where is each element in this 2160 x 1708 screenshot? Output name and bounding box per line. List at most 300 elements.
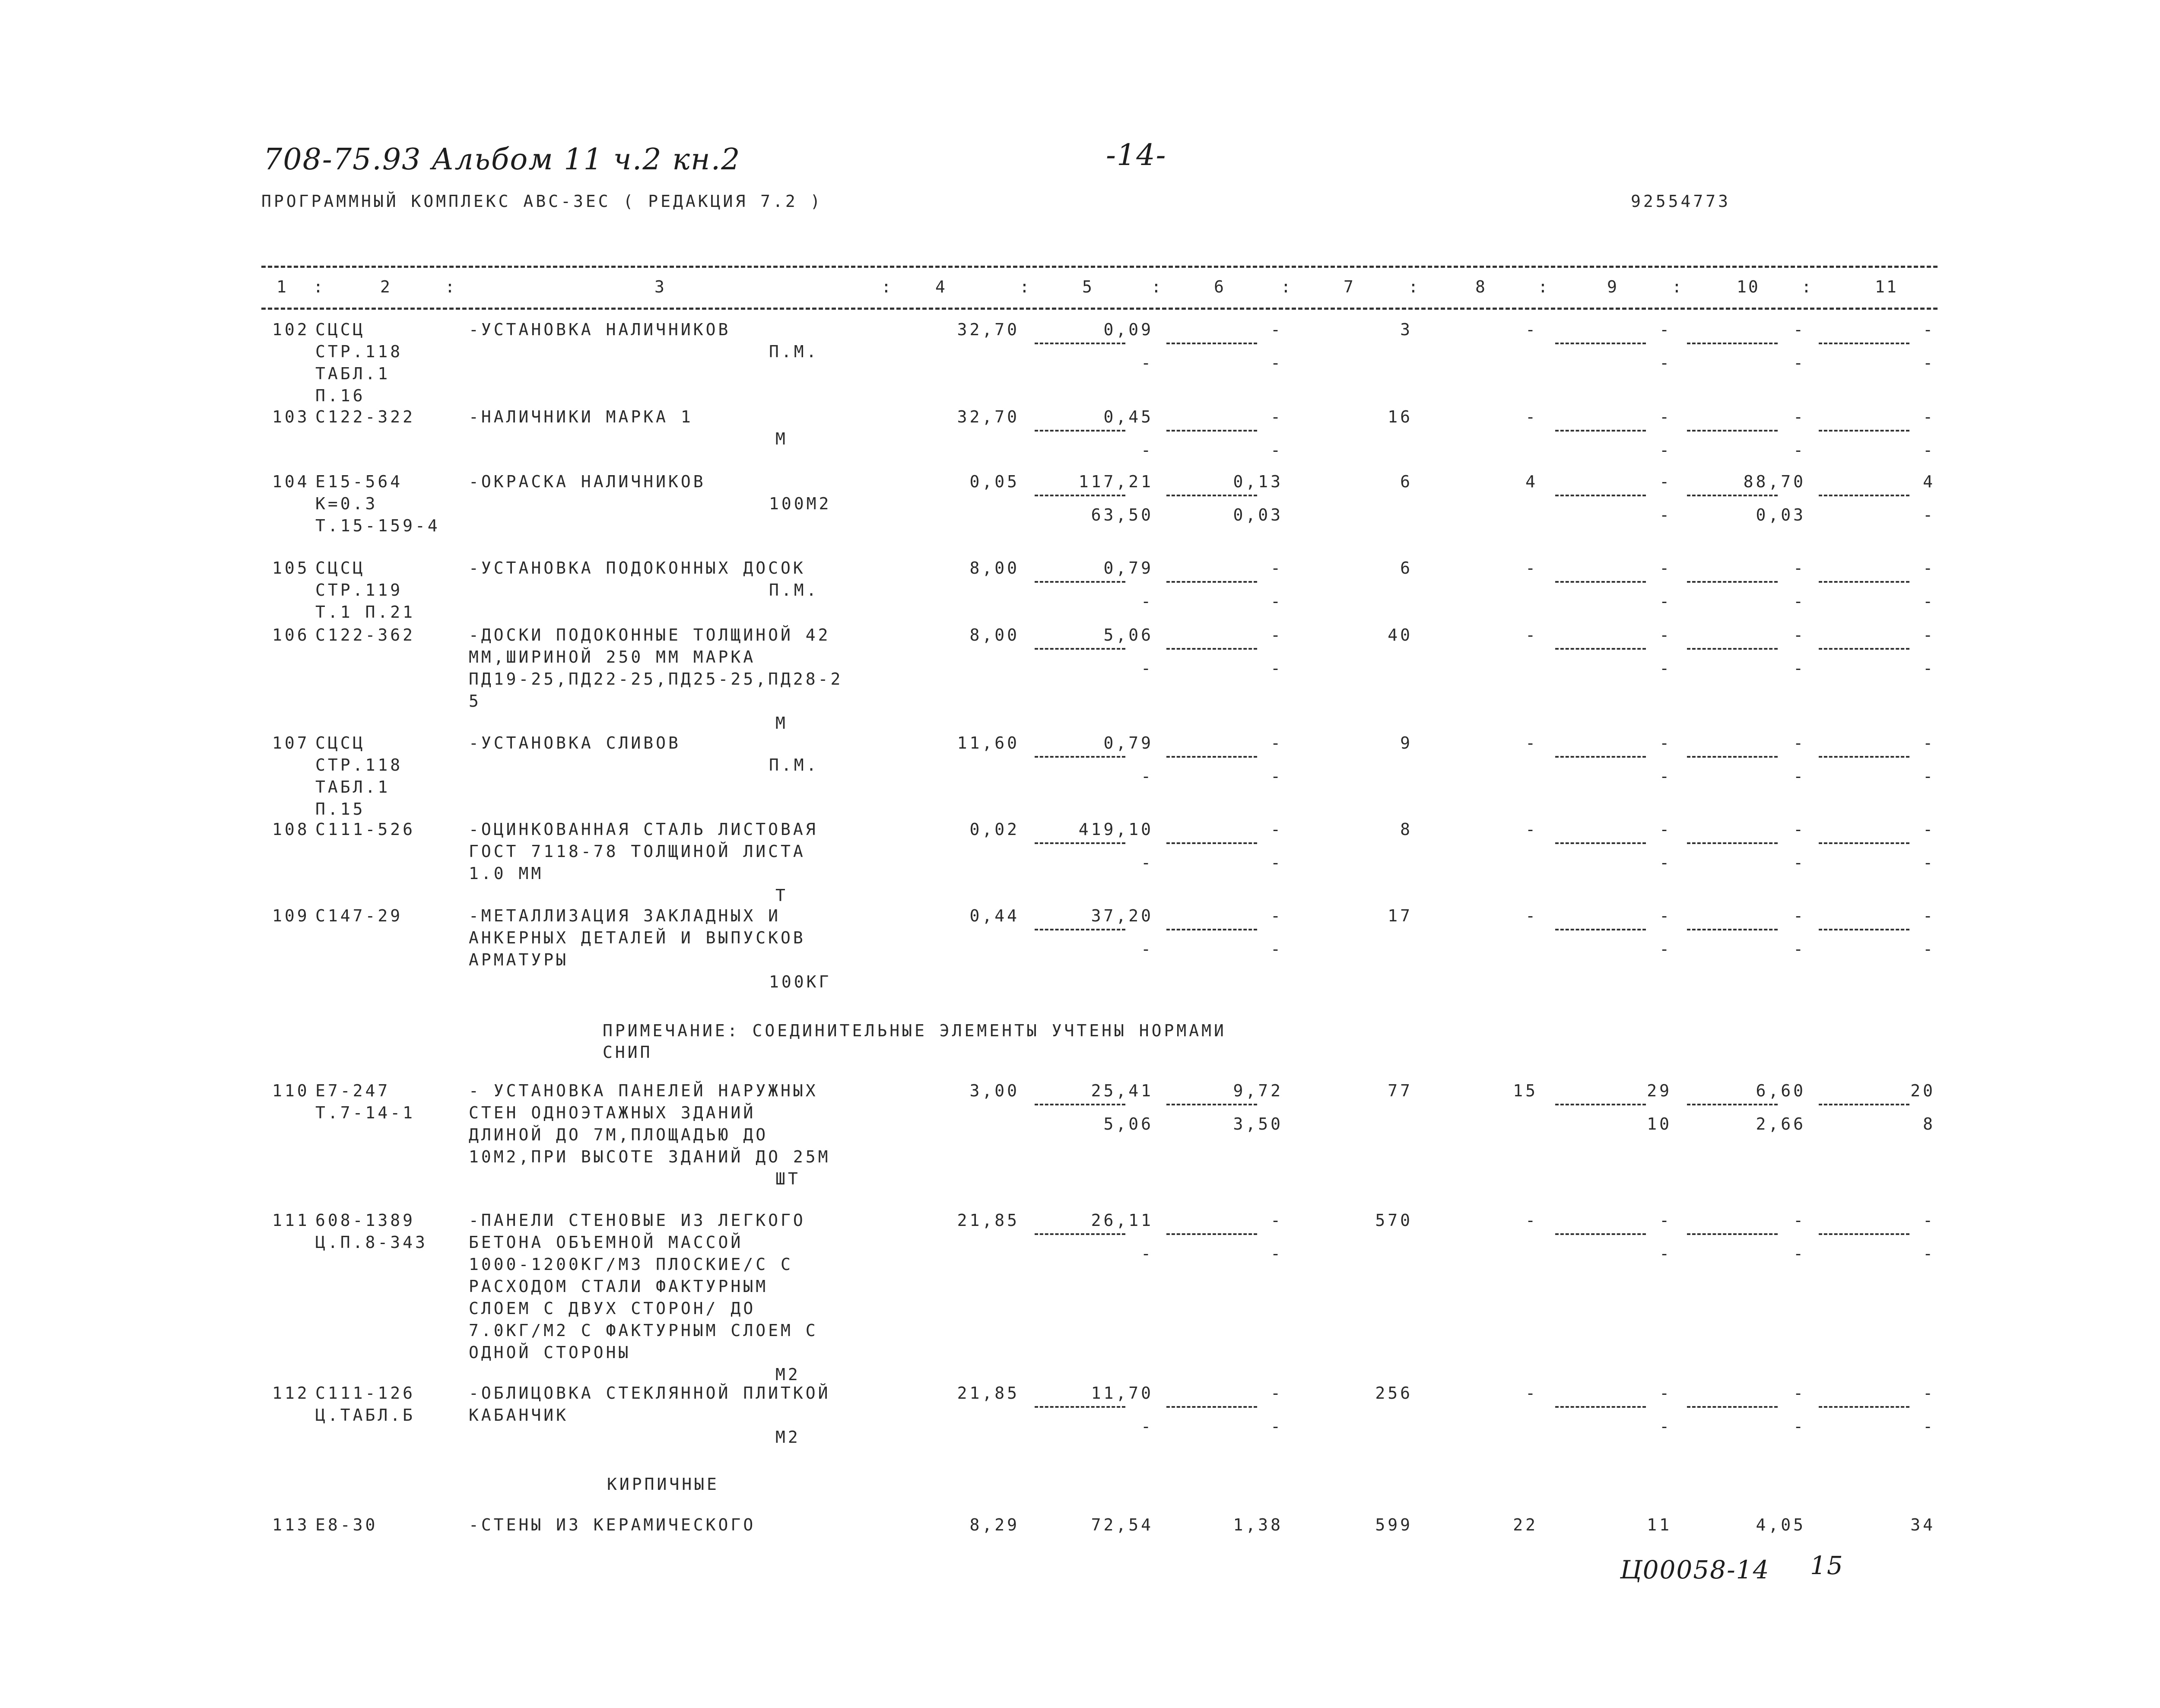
value-col-10-lower: -: [1793, 441, 1806, 460]
value-col-11: -: [1923, 906, 1935, 925]
value-col-10: -: [1793, 1384, 1806, 1403]
work-description-line: -УСТАНОВКА ПОДОКОННЫХ ДОСОК: [469, 559, 806, 578]
value-col-5: 37,20: [1091, 906, 1153, 925]
value-col-5: 26,11: [1091, 1211, 1153, 1230]
fraction-rule: [1819, 343, 1909, 344]
value-col-11: 34: [1910, 1515, 1935, 1534]
value-col-6-lower: -: [1271, 659, 1283, 678]
value-col-4: 21,85: [957, 1211, 1020, 1230]
work-description-line: 5: [469, 692, 481, 711]
fraction-rule: [1035, 1104, 1125, 1105]
work-description-line: -ДОСКИ ПОДОКОННЫЕ ТОЛЩИНОЙ 42: [469, 625, 831, 644]
fraction-rule: [1687, 1233, 1778, 1235]
row-number: 110: [272, 1081, 310, 1100]
work-description-line: -УСТАНОВКА НАЛИЧНИКОВ: [469, 320, 731, 339]
fraction-rule: [1819, 929, 1909, 930]
fraction-rule: [1687, 581, 1778, 583]
value-col-7: 9: [1400, 733, 1413, 752]
work-description-line: КАБАНЧИК: [469, 1406, 569, 1425]
column-header-1: 1: [276, 277, 288, 296]
norm-code-line: СТР.118: [315, 342, 403, 361]
norm-code-line: С147-29: [315, 906, 403, 925]
fraction-rule: [1166, 495, 1257, 496]
column-separator: :: [1151, 277, 1163, 296]
column-separator: :: [445, 277, 457, 296]
norm-code-line: П.15: [315, 800, 365, 819]
value-col-6: 9,72: [1233, 1081, 1283, 1100]
fraction-rule: [1035, 581, 1125, 583]
work-description-line: -ОЦИНКОВАННАЯ СТАЛЬ ЛИСТОВАЯ: [469, 820, 818, 839]
work-description-line: ДЛИНОЙ ДО 7М,ПЛОЩАДЬЮ ДО: [469, 1125, 769, 1144]
fraction-rule: [1035, 929, 1125, 930]
handwritten-stamp: Ц00058-14: [1620, 1555, 1770, 1584]
work-description-line: РАСХОДОМ СТАЛИ ФАКТУРНЫМ: [469, 1277, 769, 1296]
norm-code-line: СТР.119: [315, 581, 403, 600]
value-col-4: 21,85: [957, 1384, 1020, 1403]
value-col-9-lower: -: [1659, 592, 1672, 611]
norm-code-line: СЦСЦ: [315, 733, 365, 752]
value-col-9: -: [1659, 472, 1672, 491]
row-number: 105: [272, 559, 310, 578]
value-col-10: -: [1793, 559, 1806, 578]
value-col-10: -: [1793, 906, 1806, 925]
fraction-rule: [1035, 1233, 1125, 1235]
fraction-rule: [1035, 756, 1125, 758]
value-col-5: 0,79: [1103, 559, 1153, 578]
fraction-rule: [1555, 929, 1646, 930]
value-col-9: -: [1659, 906, 1672, 925]
fraction-rule: [1035, 1406, 1125, 1408]
norm-code-line: С111-126: [315, 1384, 416, 1403]
fraction-rule: [1687, 842, 1778, 844]
value-col-9: 11: [1647, 1515, 1672, 1534]
work-description-line: -СТЕНЫ ИЗ КЕРАМИЧЕСКОГО: [469, 1515, 756, 1534]
value-col-6: -: [1271, 1211, 1283, 1230]
row-number: 107: [272, 733, 310, 752]
unit-of-measure: 100КГ: [769, 972, 832, 991]
row-number: 102: [272, 320, 310, 339]
value-col-9: -: [1659, 407, 1672, 426]
fraction-rule: [1555, 1104, 1646, 1105]
unit-of-measure: М: [775, 429, 788, 448]
fraction-rule: [1819, 581, 1909, 583]
fraction-rule: [1555, 756, 1646, 758]
value-col-6: -: [1271, 625, 1283, 644]
value-col-7: 599: [1375, 1515, 1413, 1534]
norm-code-line: С122-322: [315, 407, 416, 426]
fraction-rule: [1687, 343, 1778, 344]
fraction-rule: [1166, 842, 1257, 844]
value-col-7: 6: [1400, 472, 1413, 491]
unit-of-measure: П.М.: [769, 756, 819, 775]
value-col-4: 32,70: [957, 407, 1020, 426]
column-separator: :: [1801, 277, 1813, 296]
work-description-line: -УСТАНОВКА СЛИВОВ: [469, 733, 681, 752]
column-header-11: 11: [1875, 277, 1898, 296]
column-separator: :: [1672, 277, 1684, 296]
value-col-9: -: [1659, 625, 1672, 644]
fraction-rule: [1687, 756, 1778, 758]
work-description-line: ММ,ШИРИНОЙ 250 ММ МАРКА: [469, 648, 756, 667]
handwritten-page-number: -14-: [1106, 138, 1167, 172]
column-header-10: 10: [1737, 277, 1760, 296]
value-col-7: 256: [1375, 1384, 1413, 1403]
value-col-4: 3,00: [969, 1081, 1020, 1100]
value-col-11-lower: -: [1923, 592, 1935, 611]
value-col-11: -: [1923, 820, 1935, 839]
value-col-7: 77: [1388, 1081, 1413, 1100]
fraction-rule: [1819, 430, 1909, 432]
value-col-11-lower: -: [1923, 441, 1935, 460]
fraction-rule: [1166, 430, 1257, 432]
fraction-rule: [1687, 495, 1778, 496]
value-col-11-lower: -: [1923, 767, 1935, 786]
unit-of-measure: М2: [775, 1365, 800, 1384]
value-col-11: -: [1923, 559, 1935, 578]
value-col-8: -: [1525, 1211, 1538, 1230]
fraction-rule: [1687, 929, 1778, 930]
value-col-10-lower: 0,03: [1756, 505, 1806, 524]
value-col-5: 0,79: [1103, 733, 1153, 752]
value-col-10-lower: -: [1793, 592, 1806, 611]
value-col-11-lower: -: [1923, 940, 1935, 959]
fraction-rule: [1555, 343, 1646, 344]
value-col-6-lower: -: [1271, 592, 1283, 611]
value-col-8: -: [1525, 1384, 1538, 1403]
column-header-6: 6: [1214, 277, 1226, 296]
norm-code-line: СЦСЦ: [315, 559, 365, 578]
value-col-11: -: [1923, 733, 1935, 752]
value-col-8: -: [1525, 906, 1538, 925]
work-description-line: 10М2,ПРИ ВЫСОТЕ ЗДАНИЙ ДО 25М: [469, 1147, 831, 1166]
value-col-7: 8: [1400, 820, 1413, 839]
fraction-rule: [1166, 1406, 1257, 1408]
norm-code-line: Е15-564: [315, 472, 403, 491]
value-col-11-lower: -: [1923, 505, 1935, 524]
value-col-9: -: [1659, 559, 1672, 578]
work-description-line: АРМАТУРЫ: [469, 950, 569, 969]
value-col-10-lower: -: [1793, 1244, 1806, 1263]
fraction-rule: [1819, 495, 1909, 496]
fraction-rule: [1819, 1104, 1909, 1105]
note-line-1: ПРИМЕЧАНИЕ: СОЕДИНИТЕЛЬНЫЕ ЭЛЕМЕНТЫ УЧТЕНЫ НОРМАМИ: [603, 1021, 1226, 1040]
value-col-7: 6: [1400, 559, 1413, 578]
value-col-5-lower: -: [1141, 659, 1153, 678]
value-col-4: 8,29: [969, 1515, 1020, 1534]
column-separator: :: [1408, 277, 1420, 296]
fraction-rule: [1555, 1233, 1646, 1235]
value-col-10: -: [1793, 625, 1806, 644]
fraction-rule: [1555, 430, 1646, 432]
norm-code-line: 608-1389: [315, 1211, 416, 1230]
value-col-5-lower: -: [1141, 767, 1153, 786]
fraction-rule: [1687, 648, 1778, 650]
column-header-3: 3: [654, 277, 666, 296]
norm-code-line: ТАБЛ.1: [315, 364, 391, 383]
value-col-5: 5,06: [1103, 625, 1153, 644]
fraction-rule: [1555, 648, 1646, 650]
work-description-line: -ОБЛИЦОВКА СТЕКЛЯННОЙ ПЛИТКОЙ: [469, 1384, 831, 1403]
value-col-11-lower: -: [1923, 659, 1935, 678]
value-col-9: -: [1659, 1384, 1672, 1403]
value-col-9: -: [1659, 1211, 1672, 1230]
value-col-4: 8,00: [969, 625, 1020, 644]
value-col-6: -: [1271, 1384, 1283, 1403]
value-col-9-lower: -: [1659, 767, 1672, 786]
value-col-6: 0,13: [1233, 472, 1283, 491]
norm-code-line: Е8-30: [315, 1515, 378, 1534]
value-col-7: 3: [1400, 320, 1413, 339]
row-number: 113: [272, 1515, 310, 1534]
value-col-9: -: [1659, 820, 1672, 839]
unit-of-measure: П.М.: [769, 581, 819, 600]
value-col-6-lower: -: [1271, 1244, 1283, 1263]
value-col-11: -: [1923, 407, 1935, 426]
work-description-line: -НАЛИЧНИКИ МАРКА 1: [469, 407, 693, 426]
value-col-9: -: [1659, 733, 1672, 752]
value-col-5-lower: -: [1141, 1417, 1153, 1436]
value-col-5-lower: -: [1141, 353, 1153, 372]
value-col-4: 0,02: [969, 820, 1020, 839]
value-col-7: 17: [1388, 906, 1413, 925]
work-description-line: АНКЕРНЫХ ДЕТАЛЕЙ И ВЫПУСКОВ: [469, 928, 806, 947]
value-col-6: -: [1271, 559, 1283, 578]
value-col-8: -: [1525, 559, 1538, 578]
handwritten-sheet-number: 15: [1810, 1551, 1844, 1580]
value-col-5-lower: -: [1141, 592, 1153, 611]
fraction-rule: [1035, 495, 1125, 496]
value-col-11-lower: -: [1923, 1244, 1935, 1263]
value-col-8: 22: [1513, 1515, 1538, 1534]
work-description-line: -ПАНЕЛИ СТЕНОВЫЕ ИЗ ЛЕГКОГО: [469, 1211, 806, 1230]
fraction-rule: [1035, 430, 1125, 432]
column-header-9: 9: [1607, 277, 1619, 296]
value-col-8: 15: [1513, 1081, 1538, 1100]
value-col-4: 8,00: [969, 559, 1020, 578]
value-col-5: 11,70: [1091, 1384, 1153, 1403]
work-description-line: ОДНОЙ СТОРОНЫ: [469, 1343, 631, 1362]
value-col-10: -: [1793, 407, 1806, 426]
value-col-9-lower: -: [1659, 1244, 1672, 1263]
unit-of-measure: М2: [775, 1428, 800, 1447]
norm-code-line: С111-526: [315, 820, 416, 839]
value-col-9-lower: -: [1659, 853, 1672, 872]
value-col-9: -: [1659, 320, 1672, 339]
norm-code-line: Ц.П.8-343: [315, 1233, 428, 1252]
value-col-9-lower: -: [1659, 441, 1672, 460]
norm-code-line: Т.15-159-4: [315, 516, 440, 535]
unit-of-measure: М: [775, 714, 788, 733]
fraction-rule: [1035, 343, 1125, 344]
value-col-6: -: [1271, 906, 1283, 925]
value-col-7: 40: [1388, 625, 1413, 644]
value-col-11-lower: -: [1923, 1417, 1935, 1436]
value-col-4: 11,60: [957, 733, 1020, 752]
work-description-line: ПД19-25,ПД22-25,ПД25-25,ПД28-2: [469, 670, 843, 689]
fraction-rule: [1687, 430, 1778, 432]
fraction-rule: [1035, 648, 1125, 650]
work-description-line: СЛОЕМ С ДВУХ СТОРОН/ ДО: [469, 1299, 756, 1318]
note-line-2: СНИП: [603, 1043, 653, 1062]
table-top-rule: [261, 266, 1938, 268]
value-col-10: 4,05: [1756, 1515, 1806, 1534]
row-number: 111: [272, 1211, 310, 1230]
work-description-line: ГОСТ 7118-78 ТОЛЩИНОЙ ЛИСТА: [469, 842, 806, 861]
value-col-5: 25,41: [1091, 1081, 1153, 1100]
value-col-5-lower: -: [1141, 940, 1153, 959]
value-col-10-lower: -: [1793, 1417, 1806, 1436]
value-col-10: 88,70: [1743, 472, 1806, 491]
fraction-rule: [1819, 756, 1909, 758]
value-col-11: -: [1923, 625, 1935, 644]
unit-of-measure: Т: [775, 886, 788, 905]
value-col-5: 72,54: [1091, 1515, 1153, 1534]
work-description-line: -МЕТАЛЛИЗАЦИЯ ЗАКЛАДНЫХ И: [469, 906, 781, 925]
value-col-5: 0,45: [1103, 407, 1153, 426]
work-description-line: 1.0 ММ: [469, 864, 544, 883]
fraction-rule: [1166, 648, 1257, 650]
norm-code-line: П.16: [315, 386, 365, 405]
value-col-8: -: [1525, 733, 1538, 752]
value-col-6-lower: 3,50: [1233, 1114, 1283, 1133]
fraction-rule: [1555, 1406, 1646, 1408]
row-number: 106: [272, 625, 310, 644]
fraction-rule: [1687, 1406, 1778, 1408]
work-description-line: 1000-1200КГ/М3 ПЛОСКИЕ/С С: [469, 1255, 793, 1274]
column-separator: :: [1538, 277, 1550, 296]
value-col-9-lower: -: [1659, 353, 1672, 372]
value-col-7: 570: [1375, 1211, 1413, 1230]
value-col-6-lower: -: [1271, 353, 1283, 372]
column-separator: :: [881, 277, 893, 296]
norm-code-line: СТР.118: [315, 756, 403, 775]
value-col-5-lower: -: [1141, 1244, 1153, 1263]
work-description-line: 7.0КГ/М2 С ФАКТУРНЫМ СЛОЕМ С: [469, 1321, 818, 1340]
column-header-4: 4: [935, 277, 947, 296]
value-col-6: -: [1271, 820, 1283, 839]
value-col-5: 419,10: [1078, 820, 1153, 839]
value-col-10: -: [1793, 733, 1806, 752]
value-col-4: 0,05: [969, 472, 1020, 491]
value-col-6-lower: -: [1271, 853, 1283, 872]
value-col-11: 20: [1910, 1081, 1935, 1100]
norm-code-line: Е7-247: [315, 1081, 391, 1100]
work-description-line: - УСТАНОВКА ПАНЕЛЕЙ НАРУЖНЫХ: [469, 1081, 818, 1100]
value-col-8: -: [1525, 820, 1538, 839]
column-separator: :: [313, 277, 325, 296]
value-col-9-lower: -: [1659, 940, 1672, 959]
value-col-10-lower: -: [1793, 353, 1806, 372]
unit-of-measure: 100М2: [769, 494, 832, 513]
value-col-11: 4: [1923, 472, 1935, 491]
norm-code-line: ТАБЛ.1: [315, 778, 391, 797]
work-description-line: СТЕН ОДНОЭТАЖНЫХ ЗДАНИЙ: [469, 1103, 756, 1122]
value-col-7: 16: [1388, 407, 1413, 426]
column-header-8: 8: [1475, 277, 1487, 296]
value-col-5-lower: 63,50: [1091, 505, 1153, 524]
value-col-10: -: [1793, 1211, 1806, 1230]
fraction-rule: [1687, 1104, 1778, 1105]
value-col-6-lower: -: [1271, 767, 1283, 786]
value-col-11-lower: -: [1923, 853, 1935, 872]
value-col-8: -: [1525, 625, 1538, 644]
value-col-11: -: [1923, 1384, 1935, 1403]
value-col-10-lower: -: [1793, 767, 1806, 786]
row-number: 112: [272, 1384, 310, 1403]
value-col-8: 4: [1525, 472, 1538, 491]
value-col-10: -: [1793, 820, 1806, 839]
norm-code-line: Ц.ТАБЛ.Б: [315, 1406, 416, 1425]
handwritten-album-ref: 708-75.93 Альбом 11 ч.2 кн.2: [264, 143, 741, 177]
norm-code-line: СЦСЦ: [315, 320, 365, 339]
value-col-10-lower: -: [1793, 853, 1806, 872]
work-description-line: БЕТОНА ОБЪЕМНОЙ МАССОЙ: [469, 1233, 743, 1252]
fraction-rule: [1166, 756, 1257, 758]
value-col-6: 1,38: [1233, 1515, 1283, 1534]
value-col-10-lower: -: [1793, 940, 1806, 959]
row-number: 103: [272, 407, 310, 426]
unit-of-measure: П.М.: [769, 342, 819, 361]
value-col-9-lower: -: [1659, 659, 1672, 678]
value-col-6: -: [1271, 407, 1283, 426]
fraction-rule: [1555, 581, 1646, 583]
fraction-rule: [1819, 1233, 1909, 1235]
value-col-10: -: [1793, 320, 1806, 339]
row-number: 108: [272, 820, 310, 839]
norm-code-line: Т.7-14-1: [315, 1103, 416, 1122]
value-col-10-lower: 2,66: [1756, 1114, 1806, 1133]
norm-code-line: Т.1 П.21: [315, 603, 416, 622]
column-separator: :: [1020, 277, 1031, 296]
value-col-5-lower: -: [1141, 853, 1153, 872]
value-col-4: 0,44: [969, 906, 1020, 925]
value-col-11: -: [1923, 1211, 1935, 1230]
fraction-rule: [1035, 842, 1125, 844]
unit-of-measure: ШТ: [775, 1169, 800, 1188]
value-col-10-lower: -: [1793, 659, 1806, 678]
fraction-rule: [1555, 495, 1646, 496]
row-number: 109: [272, 906, 310, 925]
fraction-rule: [1166, 1233, 1257, 1235]
value-col-11: -: [1923, 320, 1935, 339]
value-col-8: -: [1525, 320, 1538, 339]
section-title: КИРПИЧНЫЕ: [607, 1475, 719, 1494]
fraction-rule: [1166, 929, 1257, 930]
value-col-4: 32,70: [957, 320, 1020, 339]
row-number: 104: [272, 472, 310, 491]
fraction-rule: [1819, 1406, 1909, 1408]
fraction-rule: [1819, 842, 1909, 844]
value-col-8: -: [1525, 407, 1538, 426]
value-col-9-lower: -: [1659, 505, 1672, 524]
header-bottom-rule: [261, 308, 1938, 310]
value-col-6-lower: -: [1271, 441, 1283, 460]
fraction-rule: [1166, 343, 1257, 344]
fraction-rule: [1166, 581, 1257, 583]
work-description-line: -ОКРАСКА НАЛИЧНИКОВ: [469, 472, 706, 491]
value-col-6-lower: 0,03: [1233, 505, 1283, 524]
value-col-6: -: [1271, 733, 1283, 752]
value-col-6-lower: -: [1271, 940, 1283, 959]
value-col-5-lower: 5,06: [1103, 1114, 1153, 1133]
norm-code-line: К=0.3: [315, 494, 378, 513]
value-col-6: -: [1271, 320, 1283, 339]
fraction-rule: [1166, 1104, 1257, 1105]
value-col-5: 117,21: [1078, 472, 1153, 491]
value-col-10: 6,60: [1756, 1081, 1806, 1100]
program-title: ПРОГРАММНЫЙ КОМПЛЕКС АВС-3ЕС ( РЕДАКЦИЯ 7.2 ): [261, 192, 823, 211]
value-col-11-lower: 8: [1923, 1114, 1935, 1133]
